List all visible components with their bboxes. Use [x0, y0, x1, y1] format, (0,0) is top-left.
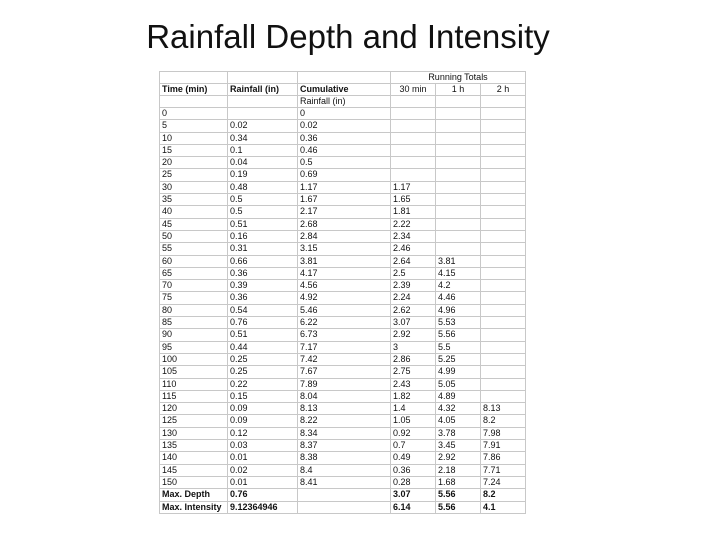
rt-30-cell: [391, 144, 436, 156]
rt-2h-cell: [481, 108, 526, 120]
table-row: [160, 341, 526, 353]
cumulative-header: Cumulative: [298, 84, 391, 96]
table-row: [160, 169, 526, 181]
time-cell: 105: [160, 366, 228, 378]
rt-1h-cell: [436, 144, 481, 156]
time-cell: 110: [160, 378, 228, 390]
rt-30-cell: 3.07: [391, 489, 436, 501]
rt-30-cell: [391, 108, 436, 120]
rainfall-cell: 0.25: [228, 366, 298, 378]
time-cell: 15: [160, 144, 228, 156]
table-row: [160, 304, 526, 316]
rainfall-cell: 0.09: [228, 415, 298, 427]
header-spacer: [298, 72, 391, 84]
rt-1h-cell: 5.5: [436, 341, 481, 353]
summary-label: Max. Intensity: [160, 501, 228, 513]
rt-1h-cell: [436, 157, 481, 169]
rt-1h-cell: 4.89: [436, 390, 481, 402]
rt-30-cell: 1.4: [391, 403, 436, 415]
cumulative-cell: [298, 501, 391, 513]
rt-1h-cell: 5.53: [436, 317, 481, 329]
rt-1h-cell: [436, 181, 481, 193]
rt-2h-cell: [481, 132, 526, 144]
cumulative-cell: 0.02: [298, 120, 391, 132]
time-cell: 30: [160, 181, 228, 193]
rainfall-cell: 0.25: [228, 353, 298, 365]
rainfall-cell: 0.15: [228, 390, 298, 402]
rt-2h-cell: 8.2: [481, 415, 526, 427]
rt-30-cell: 2.86: [391, 353, 436, 365]
time-cell: 20: [160, 157, 228, 169]
rt-1h-cell: 1.68: [436, 476, 481, 488]
rainfall-cell: 0.03: [228, 440, 298, 452]
cumulative-cell: 0: [298, 108, 391, 120]
time-header: Time (min): [160, 84, 228, 96]
header-row-1: [160, 72, 526, 84]
rt-2h-cell: [481, 317, 526, 329]
rt-1h-cell: [436, 132, 481, 144]
table-row: [160, 181, 526, 193]
table-row: [160, 157, 526, 169]
rt-1h-cell: 5.56: [436, 489, 481, 501]
table-row: [160, 230, 526, 242]
time-cell: 35: [160, 194, 228, 206]
cumulative-cell: 8.13: [298, 403, 391, 415]
header-spacer: [481, 96, 526, 108]
table-row: [160, 243, 526, 255]
cumulative-cell: 7.89: [298, 378, 391, 390]
rt-1h-cell: 4.46: [436, 292, 481, 304]
time-cell: 130: [160, 427, 228, 439]
rt-30-cell: 1.82: [391, 390, 436, 402]
rt-1h-cell: [436, 243, 481, 255]
header-spacer: [391, 96, 436, 108]
cumulative-cell: 1.67: [298, 194, 391, 206]
rt-2h-cell: [481, 329, 526, 341]
rt-30-cell: 0.28: [391, 476, 436, 488]
rt-30-cell: 1.81: [391, 206, 436, 218]
table-row: [160, 415, 526, 427]
rainfall-cell: 0.36: [228, 267, 298, 279]
table-row: [160, 120, 526, 132]
table-row: [160, 464, 526, 476]
time-cell: 135: [160, 440, 228, 452]
rt-1h-cell: 5.25: [436, 353, 481, 365]
rainfall-data-table: [159, 71, 526, 514]
rt-30-cell: 2.5: [391, 267, 436, 279]
rt-2h-cell: [481, 353, 526, 365]
rt-1h-cell: 5.56: [436, 329, 481, 341]
rt-2h-cell: [481, 366, 526, 378]
rt-30-cell: [391, 169, 436, 181]
rainfall-cell: 0.12: [228, 427, 298, 439]
rt-2h-cell: [481, 304, 526, 316]
rt-1h-cell: 4.15: [436, 267, 481, 279]
rainfall-cell: 0.19: [228, 169, 298, 181]
table-row: [160, 378, 526, 390]
rt-1h-cell: 5.05: [436, 378, 481, 390]
rt-2h-cell: [481, 144, 526, 156]
table-row: [160, 144, 526, 156]
rt-1h-cell: 4.05: [436, 415, 481, 427]
cumulative-cell: 0.5: [298, 157, 391, 169]
time-cell: 75: [160, 292, 228, 304]
rt-30-cell: 0.49: [391, 452, 436, 464]
rt-30-cell: 2.64: [391, 255, 436, 267]
rt-2h-cell: [481, 181, 526, 193]
rt-2h-cell: [481, 267, 526, 279]
rt-2h-cell: 8.13: [481, 403, 526, 415]
time-cell: 40: [160, 206, 228, 218]
rainfall-cell: 0.76: [228, 317, 298, 329]
rt-2h-cell: 7.86: [481, 452, 526, 464]
cumulative-cell: 6.73: [298, 329, 391, 341]
rainfall-cell: 0.09: [228, 403, 298, 415]
rt-1h-cell: 3.81: [436, 255, 481, 267]
rainfall-cell: 0.02: [228, 464, 298, 476]
slide-title: Rainfall Depth and Intensity: [146, 18, 550, 55]
table-row: [160, 218, 526, 230]
rt-2h-cell: [481, 390, 526, 402]
table-row: [160, 255, 526, 267]
time-cell: 25: [160, 169, 228, 181]
rainfall-cell: 9.12364946: [228, 501, 298, 513]
rt-30-cell: 2.46: [391, 243, 436, 255]
rt-1h-cell: 3.45: [436, 440, 481, 452]
rainfall-cell: 0.1: [228, 144, 298, 156]
cumulative-header-line2: Rainfall (in): [298, 96, 391, 108]
table-row: [160, 440, 526, 452]
cumulative-cell: 2.68: [298, 218, 391, 230]
table-row: [160, 329, 526, 341]
rt-30-header: 30 min: [391, 84, 436, 96]
rt-30-cell: 3: [391, 341, 436, 353]
rt-2h-cell: 4.1: [481, 501, 526, 513]
rt-1h-cell: 4.2: [436, 280, 481, 292]
time-cell: 140: [160, 452, 228, 464]
cumulative-cell: 0.46: [298, 144, 391, 156]
cumulative-cell: 4.17: [298, 267, 391, 279]
cumulative-cell: 1.17: [298, 181, 391, 193]
rt-30-cell: [391, 120, 436, 132]
rt-30-cell: 1.65: [391, 194, 436, 206]
cumulative-cell: 5.46: [298, 304, 391, 316]
cumulative-cell: 8.04: [298, 390, 391, 402]
time-cell: 80: [160, 304, 228, 316]
cumulative-cell: 8.34: [298, 427, 391, 439]
cumulative-cell: 3.81: [298, 255, 391, 267]
rt-2h-cell: [481, 378, 526, 390]
time-cell: 120: [160, 403, 228, 415]
cumulative-cell: 4.56: [298, 280, 391, 292]
rt-2h-cell: 7.24: [481, 476, 526, 488]
time-cell: 60: [160, 255, 228, 267]
rt-2h-cell: [481, 255, 526, 267]
rainfall-cell: 0.01: [228, 476, 298, 488]
rt-30-cell: 0.7: [391, 440, 436, 452]
time-cell: 45: [160, 218, 228, 230]
rt-1h-cell: 4.96: [436, 304, 481, 316]
rainfall-cell: 0.02: [228, 120, 298, 132]
header-spacer: [228, 72, 298, 84]
rt-1h-cell: [436, 120, 481, 132]
rt-30-cell: 0.92: [391, 427, 436, 439]
time-cell: 55: [160, 243, 228, 255]
rt-2h-cell: 7.71: [481, 464, 526, 476]
time-cell: 125: [160, 415, 228, 427]
rt-30-cell: 2.39: [391, 280, 436, 292]
header-spacer: [160, 72, 228, 84]
rainfall-cell: 0.51: [228, 218, 298, 230]
table-row: [160, 194, 526, 206]
rt-30-cell: 2.43: [391, 378, 436, 390]
cumulative-cell: 3.15: [298, 243, 391, 255]
summary-label: Max. Depth: [160, 489, 228, 501]
cumulative-cell: 2.84: [298, 230, 391, 242]
rt-2h-cell: [481, 120, 526, 132]
rainfall-cell: 0.51: [228, 329, 298, 341]
rainfall-cell: [228, 108, 298, 120]
cumulative-cell: 2.17: [298, 206, 391, 218]
rt-1h-cell: [436, 169, 481, 181]
rt-2h-header: 2 h: [481, 84, 526, 96]
rainfall-cell: 0.16: [228, 230, 298, 242]
rainfall-cell: 0.31: [228, 243, 298, 255]
rt-30-cell: [391, 132, 436, 144]
rt-30-cell: 2.34: [391, 230, 436, 242]
rt-30-cell: 0.36: [391, 464, 436, 476]
rt-30-cell: 3.07: [391, 317, 436, 329]
cumulative-cell: 0.69: [298, 169, 391, 181]
rainfall-cell: 0.44: [228, 341, 298, 353]
time-cell: 10: [160, 132, 228, 144]
rt-1h-cell: [436, 108, 481, 120]
time-cell: 50: [160, 230, 228, 242]
time-cell: 85: [160, 317, 228, 329]
time-cell: 5: [160, 120, 228, 132]
rainfall-cell: 0.48: [228, 181, 298, 193]
rt-1h-cell: [436, 206, 481, 218]
table-row: [160, 427, 526, 439]
rainfall-header: Rainfall (in): [228, 84, 298, 96]
table-row: [160, 108, 526, 120]
table-row: [160, 267, 526, 279]
rt-1h-cell: [436, 194, 481, 206]
rt-2h-cell: [481, 157, 526, 169]
rt-1h-cell: 5.56: [436, 501, 481, 513]
table-row: [160, 403, 526, 415]
rainfall-cell: 0.34: [228, 132, 298, 144]
rt-1h-cell: 4.99: [436, 366, 481, 378]
rt-2h-cell: 7.98: [481, 427, 526, 439]
rt-30-cell: 2.22: [391, 218, 436, 230]
time-cell: 65: [160, 267, 228, 279]
rt-2h-cell: [481, 292, 526, 304]
rt-1h-header: 1 h: [436, 84, 481, 96]
header-row-3: [160, 96, 526, 108]
table-row: [160, 132, 526, 144]
rainfall-cell: 0.36: [228, 292, 298, 304]
rt-2h-cell: [481, 230, 526, 242]
rt-2h-cell: 7.91: [481, 440, 526, 452]
cumulative-cell: 8.41: [298, 476, 391, 488]
cumulative-cell: [298, 489, 391, 501]
rainfall-cell: 0.5: [228, 206, 298, 218]
time-cell: 90: [160, 329, 228, 341]
time-cell: 0: [160, 108, 228, 120]
header-spacer: [228, 96, 298, 108]
rt-1h-cell: 2.18: [436, 464, 481, 476]
time-cell: 150: [160, 476, 228, 488]
table-row: [160, 292, 526, 304]
running-totals-header: Running Totals: [391, 72, 526, 84]
time-cell: 145: [160, 464, 228, 476]
cumulative-cell: 7.67: [298, 366, 391, 378]
rainfall-cell: 0.01: [228, 452, 298, 464]
rainfall-cell: 0.39: [228, 280, 298, 292]
rt-2h-cell: [481, 280, 526, 292]
rt-30-cell: 6.14: [391, 501, 436, 513]
rt-1h-cell: [436, 218, 481, 230]
rainfall-cell: 0.04: [228, 157, 298, 169]
rt-30-cell: 1.17: [391, 181, 436, 193]
rt-2h-cell: [481, 341, 526, 353]
rt-30-cell: 2.75: [391, 366, 436, 378]
cumulative-cell: 6.22: [298, 317, 391, 329]
time-cell: 115: [160, 390, 228, 402]
table-row: [160, 280, 526, 292]
rt-30-cell: 1.05: [391, 415, 436, 427]
rainfall-cell: 0.76: [228, 489, 298, 501]
rt-30-cell: 2.92: [391, 329, 436, 341]
rainfall-cell: 0.5: [228, 194, 298, 206]
header-spacer: [160, 96, 228, 108]
table-row: [160, 452, 526, 464]
rainfall-cell: 0.54: [228, 304, 298, 316]
rt-2h-cell: [481, 169, 526, 181]
table-row: [160, 390, 526, 402]
rt-30-cell: 2.62: [391, 304, 436, 316]
header-row-2: [160, 84, 526, 96]
table-row: [160, 366, 526, 378]
rt-2h-cell: [481, 194, 526, 206]
rainfall-cell: 0.66: [228, 255, 298, 267]
summary-row: [160, 501, 526, 513]
cumulative-cell: 8.37: [298, 440, 391, 452]
rt-2h-cell: [481, 218, 526, 230]
table-row: [160, 476, 526, 488]
cumulative-cell: 8.38: [298, 452, 391, 464]
header-spacer: [436, 96, 481, 108]
rt-1h-cell: 2.92: [436, 452, 481, 464]
rt-2h-cell: 8.2: [481, 489, 526, 501]
cumulative-cell: 7.42: [298, 353, 391, 365]
table-row: [160, 353, 526, 365]
summary-row: [160, 489, 526, 501]
rt-30-cell: [391, 157, 436, 169]
cumulative-cell: 4.92: [298, 292, 391, 304]
table-row: [160, 317, 526, 329]
rt-1h-cell: [436, 230, 481, 242]
cumulative-cell: 0.36: [298, 132, 391, 144]
cumulative-cell: 8.22: [298, 415, 391, 427]
table-row: [160, 206, 526, 218]
rainfall-cell: 0.22: [228, 378, 298, 390]
time-cell: 100: [160, 353, 228, 365]
rt-30-cell: 2.24: [391, 292, 436, 304]
rainfall-table: [159, 71, 526, 514]
rt-2h-cell: [481, 206, 526, 218]
rt-2h-cell: [481, 243, 526, 255]
cumulative-cell: 8.4: [298, 464, 391, 476]
time-cell: 70: [160, 280, 228, 292]
rt-1h-cell: 3.78: [436, 427, 481, 439]
cumulative-cell: 7.17: [298, 341, 391, 353]
time-cell: 95: [160, 341, 228, 353]
rt-1h-cell: 4.32: [436, 403, 481, 415]
